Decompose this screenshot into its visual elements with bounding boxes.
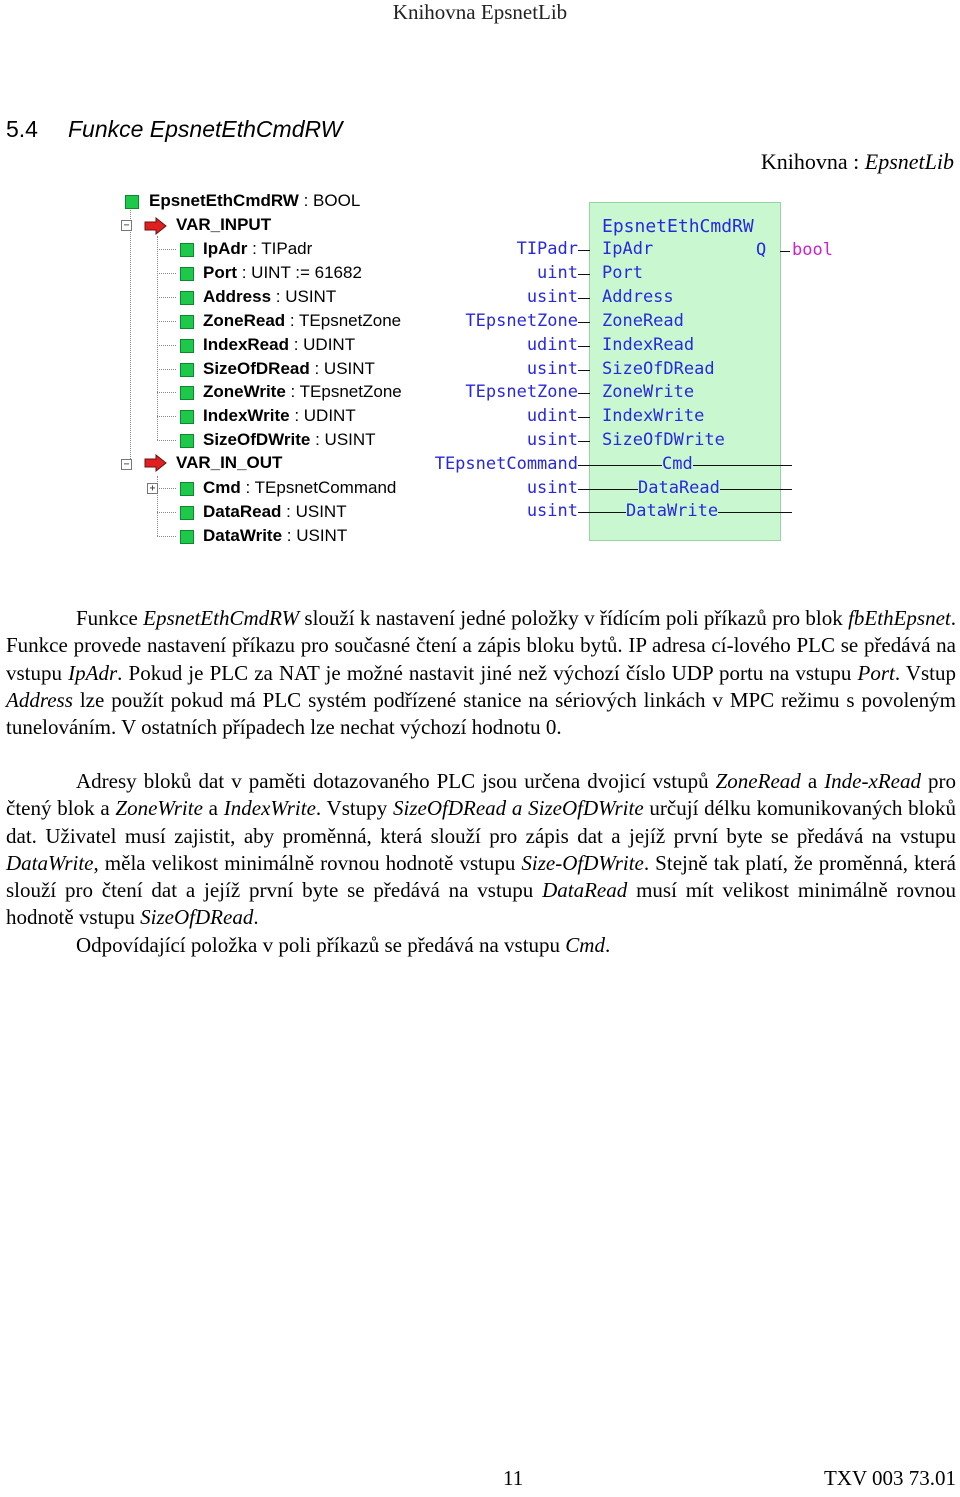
collapse-toggle-var-in-out: − [121,459,132,470]
text-run: Odpovídající položka v poli příkazů se předává na vstupu [76,933,566,957]
root-function-icon [125,195,139,209]
text-run: slouží k nastavení jedné položky v řídícím poli příkazů pro blok [299,606,849,630]
input-variable-icon [180,315,194,329]
input-pin-type: TEpsnetZone [465,311,578,331]
input-pin-line [578,370,590,371]
input-pin-type: TIPadr [516,239,578,259]
text-run: . Vstup [894,660,957,685]
struct-variable-icon [180,482,194,496]
library-label-prefix: Knihovna : [760,149,865,174]
output-pin-q: Q [756,240,767,260]
input-variable-icon [180,386,194,400]
input-pin-name: Address [602,287,674,307]
text-run: musí mít velikost minimálně rovnou hodnotě vstupu [6,878,956,930]
variable-name: Cmd [203,478,241,497]
input-pin-name: IpAdr [602,239,654,259]
text-run: lze použít pokud má PLC systém podřízené stanice na sériových linkách v MPC režimu s povoleným tunelováním. V ostatních případech lze nechat výchozí hodnotu 0. [6,687,956,740]
tree-input-row [203,429,376,451]
page-number: 11 [503,1466,524,1490]
tree-connector-line [157,536,176,537]
italic-term: Port [857,660,895,685]
variable-name: IndexRead [203,335,289,354]
library-label [761,149,954,175]
italic-term: Size-OfDWrite [521,850,644,875]
input-pin-type: usint [526,287,578,307]
tree-connector-line [157,297,176,298]
page-header: Knihovna EpsnetLib [392,0,568,24]
paragraph-1 [6,605,956,741]
tree-input-row [203,262,362,284]
variable-type: : USINT [271,287,337,306]
inout-pin-name: Cmd [662,454,693,474]
section-number: 5.4 [6,116,38,142]
variable-type: : USINT [309,359,375,378]
tree-input-row [203,381,402,403]
text-run: určují délku komunikovaných bloků dat. Uživatel musí zajistit, aby proměnná, která slouží pro zápis dat a jejíž první byte se předává na vstupu [6,796,956,848]
variable-type: : UDINT [289,406,356,425]
variable-type: : TEpsnetZone [285,382,402,401]
text-run: a [800,769,825,793]
italic-term: DataWrite [6,850,94,875]
variable-type: : TEpsnetCommand [240,478,397,497]
variable-type: : BOOL [298,191,361,210]
variable-name: VAR_IN_OUT [176,453,283,472]
input-variable-icon [180,410,194,424]
variable-name: SizeOfDWrite [203,430,311,449]
tree-connector-line [157,345,176,346]
input-pin-type: udint [526,335,578,355]
input-pin-name: Port [602,263,643,283]
input-pin-name: IndexRead [602,335,695,355]
input-variable-icon [180,243,194,257]
text-run: Funkce [76,606,144,630]
input-pin-name: SizeOfDRead [602,359,715,379]
input-pin-line [578,393,590,394]
input-pin-name: ZoneWrite [602,382,695,402]
input-pin-line [578,250,590,251]
input-pin-line [578,346,590,347]
italic-term: Cmd [565,933,605,957]
inout-pin-name: DataRead [638,478,720,498]
italic-term: Address [6,687,73,712]
tree-connector-line [157,392,176,393]
tree-root-row [149,190,360,212]
text-run: . Funkce provede nastavení příkazu pro současné čtení a zápis bloku bytů. IP adresa cí-lového PLC se předává na vstupu [6,606,956,685]
paragraph-3 [6,932,956,959]
variable-name: IpAdr [203,239,248,258]
inout-variable-icon [180,530,194,544]
tree-input-row [203,405,356,427]
input-pin-type: TEpsnetZone [465,382,578,402]
inout-pin-type: usint [526,478,578,498]
variable-name: ZoneRead [203,311,286,330]
italic-term: fbEthEpsnet [848,606,951,630]
output-type: bool [792,240,833,260]
variable-name: ZoneWrite [203,382,286,401]
text-run: a [202,796,224,821]
document-number: TXV 003 73.01 [823,1466,956,1490]
variable-name: DataWrite [203,526,283,545]
variable-name: EpsnetEthCmdRW [149,191,299,210]
italic-term: IndexWrite [223,796,316,821]
tree-connector-line [157,440,176,441]
inout-variable-icon [180,506,194,520]
block-title: EpsnetEthCmdRW [602,216,754,237]
var-input-arrow-icon [144,217,168,235]
text-run: . Pokud je PLC za NAT je možné nastavit jiné než výchozí číslo UDP portu na vstupu [117,660,858,685]
tree-connector-line [157,416,176,417]
text-run: , měla velikost minimálně rovnou hodnotě vstupu [93,850,522,875]
italic-term: EpsnetEthCmdRW [143,606,300,630]
variable-type: : TIPadr [247,239,313,258]
input-pin-line [578,298,590,299]
section-heading [6,116,342,143]
tree-input-row [203,310,401,332]
input-pin-line [578,417,590,418]
input-variable-icon [180,363,194,377]
input-variable-icon [180,291,194,305]
tree-input-row [203,334,355,356]
text-run: . [604,933,611,957]
italic-term: SizeOfDRead [140,905,254,930]
input-pin-type: udint [526,406,578,426]
text-run: pro čtený blok a [6,769,956,821]
tree-var-in-out-row [176,452,282,474]
variable-type: : USINT [310,430,376,449]
variable-type: : UINT := 61682 [237,263,362,282]
variable-type: : TEpsnetZone [285,311,402,330]
tree-connector-line [157,369,176,370]
input-pin-name: SizeOfDWrite [602,430,725,450]
tree-connector-line [157,236,158,440]
italic-term: SizeOfDRead a SizeOfDWrite [393,796,644,821]
variable-name: Port [203,263,237,282]
input-pin-name: IndexWrite [602,406,705,426]
variable-tree [112,188,412,550]
tree-connector-line [130,210,131,465]
input-pin-line [578,441,590,442]
text-run: . [253,905,259,930]
collapse-toggle-var-input: − [121,220,132,231]
variable-type: : USINT [281,502,347,521]
variable-name: IndexWrite [203,406,290,425]
tree-connector-line [157,321,176,322]
expand-toggle-cmd: + [147,483,158,494]
tree-connector-line [157,273,176,274]
tree-inout-row [203,477,396,499]
input-pin-line [578,274,590,275]
input-variable-icon [180,267,194,281]
tree-input-row [203,358,375,380]
tree-var-input-row [176,214,271,236]
tree-input-row [203,238,312,260]
variable-type: : UDINT [288,335,356,354]
section-title: Funkce EpsnetEthCmdRW [67,116,343,142]
italic-term: IpAdr [68,660,118,685]
variable-name: SizeOfDRead [203,359,310,378]
italic-term: DataRead [542,878,628,903]
variable-name: DataRead [203,502,282,521]
input-pin-type: uint [537,263,578,283]
input-variable-icon [180,434,194,448]
input-pin-line [578,322,590,323]
tree-inout-row [203,525,347,547]
inout-pin-name: DataWrite [626,501,719,521]
tree-connector-line [157,249,176,250]
inout-pin-type: usint [526,501,578,521]
inout-pin-type: TEpsnetCommand [434,454,578,474]
variable-name: Address [203,287,272,306]
input-variable-icon [180,339,194,353]
text-run: . Vstupy [315,796,393,821]
italic-term: ZoneRead [715,769,801,793]
text-run: . Stejně tak platí, že proměnná, která slouží pro čtení dat a jejíž první byte se předává na vstupu [6,850,956,903]
library-label-name: EpsnetLib [864,149,954,174]
var-in-out-arrow-icon [144,454,168,472]
input-pin-type: usint [526,359,578,379]
variable-type: : USINT [282,526,348,545]
tree-inout-row [203,501,347,523]
text-run: Adresy bloků dat v paměti dotazovaného PLC jsou určena dvojicí vstupů [76,769,716,793]
variable-name: VAR_INPUT [176,215,272,234]
output-line [780,251,790,252]
italic-term: Inde-xRead [824,769,921,793]
input-pin-name: ZoneRead [602,311,684,331]
paragraph-2 [6,768,956,932]
tree-connector-line [157,512,176,513]
tree-connector-line [157,488,176,489]
tree-input-row [203,286,336,308]
italic-term: ZoneWrite [115,796,203,821]
input-pin-type: usint [526,430,578,450]
